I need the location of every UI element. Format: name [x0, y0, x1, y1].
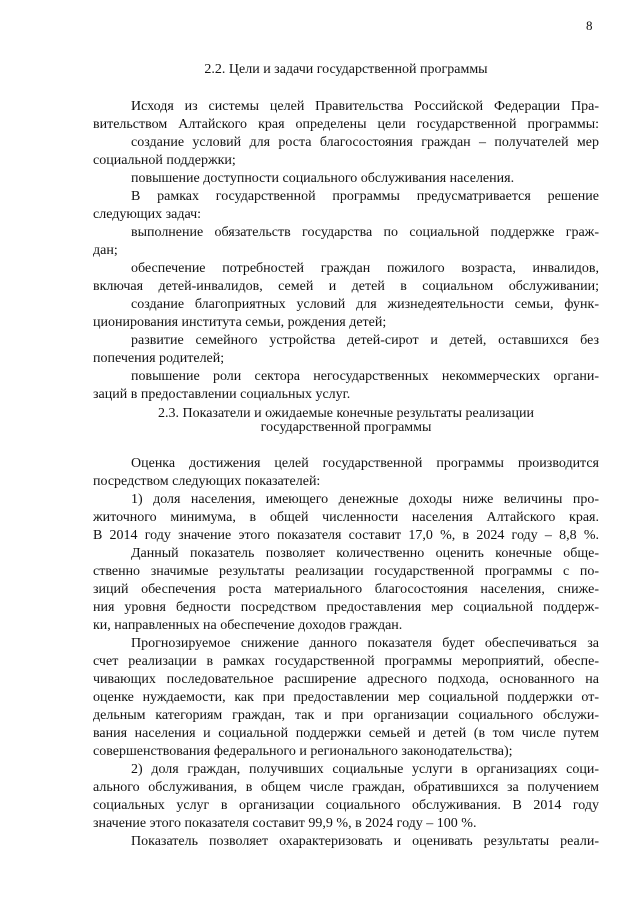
text-line: вания населения и социальной поддержки семьей и детей (в том числе путем [93, 726, 599, 741]
text-line: В 2014 году значение этого показателя составит 17,0 %, в 2024 году – 8,8 %. [93, 528, 599, 543]
text-line: социальной поддержки; [93, 153, 236, 168]
text-line: Прогнозируемое снижение данного показателя будет обеспечиваться за [131, 636, 599, 651]
text-line: совершенствования федерального и регионального законодательства); [93, 744, 513, 759]
text-line: В рамках государственной программы предусматривается решение [131, 189, 599, 204]
text-line: попечения родителей; [93, 351, 225, 366]
text-line: Исходя из системы целей Правительства Российской Федерации Пра- [131, 99, 599, 114]
text-line: следующих задач: [93, 207, 202, 222]
text-line: значение этого показателя составит 99,9 %, в 2024 году – 100 %. [93, 816, 477, 831]
text-line: дан; [93, 243, 118, 258]
text-line: повышение доступности социального обслуживания населения. [131, 171, 515, 186]
text-line: создание условий для роста благосостояния граждан – получателей мер [131, 135, 599, 150]
text-line: житочного минимума, в общей численности населения Алтайского края. [93, 510, 599, 525]
text-line: Оценка достижения целей государственной программы производится [131, 456, 599, 471]
text-line: чивающих последовательное расширение адресного подхода, основанного на [93, 672, 599, 687]
text-line: счет реализации в рамках государственной программы мероприятий, обеспе- [93, 654, 599, 669]
text-line: ального обслуживания, в общем числе граждан, обратившихся за получением [93, 780, 599, 795]
text-line: повышение роли сектора негосударственных некоммерческих органи- [131, 369, 599, 384]
text-line: зиций обеспечения роста материального благосостояния населения, сниже- [93, 582, 599, 597]
text-line: ственно значимые результаты реализации государственной программы с по- [93, 564, 599, 579]
text-line: посредством следующих показателей: [93, 474, 321, 489]
text-line: Данный показатель позволяет количественно оценить конечные обще- [131, 546, 599, 561]
text-line: вительством Алтайского края определены цели государственной программы: [93, 117, 599, 132]
text-line: оценке нуждаемости, как при предоставлении мер социальной поддержки от- [93, 690, 599, 705]
text-line: 2) доля граждан, получивших социальные услуги в организациях соци- [131, 762, 599, 777]
text-line: выполнение обязательств государства по социальной поддержке граж- [131, 225, 599, 240]
text-line: ционирования института семьи, рождения детей; [93, 315, 387, 330]
section-heading-2-3: 2.3. Показатели и ожидаемые конечные результаты реализации [158, 406, 534, 421]
text-line: 1) доля населения, имеющего денежные доходы ниже величины про- [131, 492, 599, 507]
page-number: 8 [586, 18, 593, 33]
text-line: заций в предоставлении социальных услуг. [93, 387, 351, 402]
section-heading-2-3-cont: государственной программы [260, 420, 432, 435]
text-line: ки, направленных на обеспечение доходов граждан. [93, 618, 403, 633]
text-line: обеспечение потребностей граждан пожилого возраста, инвалидов, [131, 261, 599, 276]
text-line: развитие семейного устройства детей-сирот и детей, оставшихся без [131, 333, 599, 348]
text-line: создание благоприятных условий для жизнедеятельности семьи, функ- [131, 297, 599, 312]
text-line: дельным категориям граждан, так и при организации социального обслужи- [93, 708, 599, 723]
section-heading-2-2: 2.2. Цели и задачи государственной программы [204, 62, 488, 77]
text-line: социальных услуг в организации социального обслуживания. В 2014 году [93, 798, 599, 813]
text-line: включая детей-инвалидов, семей и детей в социальном обслуживании; [93, 279, 599, 294]
text-line: ния уровня бедности посредством предоставления мер социальной поддерж- [93, 600, 599, 615]
text-line: Показатель позволяет охарактеризовать и оценивать результаты реали- [131, 834, 599, 849]
